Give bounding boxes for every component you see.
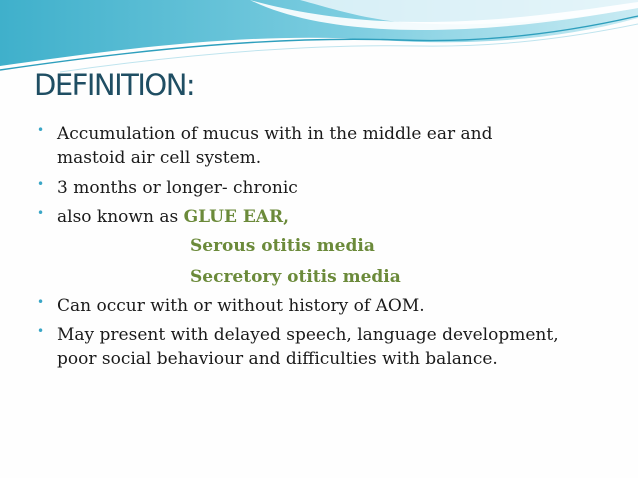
- bullet-icon: •: [37, 177, 45, 191]
- list-item-continuation: [0, 146, 638, 176]
- bullet-text: Can occur with or without history of AOM.: [57, 296, 425, 316]
- bullet-icon: •: [37, 206, 45, 220]
- bullet-icon: •: [37, 324, 45, 338]
- list-item: [0, 323, 638, 347]
- list-item: [0, 122, 638, 146]
- list-item: [0, 205, 638, 234]
- bullet-list: [0, 122, 638, 371]
- bullet-text: mastoid air cell system.: [57, 148, 262, 168]
- bullet-text-prefix: also known as: [57, 207, 184, 227]
- alias-line: [0, 234, 638, 265]
- list-item: [0, 176, 638, 205]
- alias-line: [0, 265, 638, 294]
- list-item: [0, 294, 638, 323]
- bullet-text: May present with delayed speech, language development,: [57, 325, 559, 345]
- bullet-text: 3 months or longer- chronic: [57, 178, 298, 198]
- bullet-text: [57, 205, 638, 229]
- alias-term: Secretory otitis media: [190, 267, 401, 287]
- list-item-continuation: [0, 347, 638, 371]
- bullet-text: poor social behaviour and difficulties with balance.: [57, 349, 498, 369]
- bullet-icon: •: [37, 123, 45, 137]
- highlight-term: GLUE EAR,: [183, 207, 290, 227]
- slide-title: DEFINITION:: [34, 68, 195, 102]
- bullet-icon: •: [37, 295, 45, 309]
- bullet-text: Accumulation of mucus with in the middle ear and: [57, 124, 493, 144]
- alias-term: Serous otitis media: [190, 236, 375, 256]
